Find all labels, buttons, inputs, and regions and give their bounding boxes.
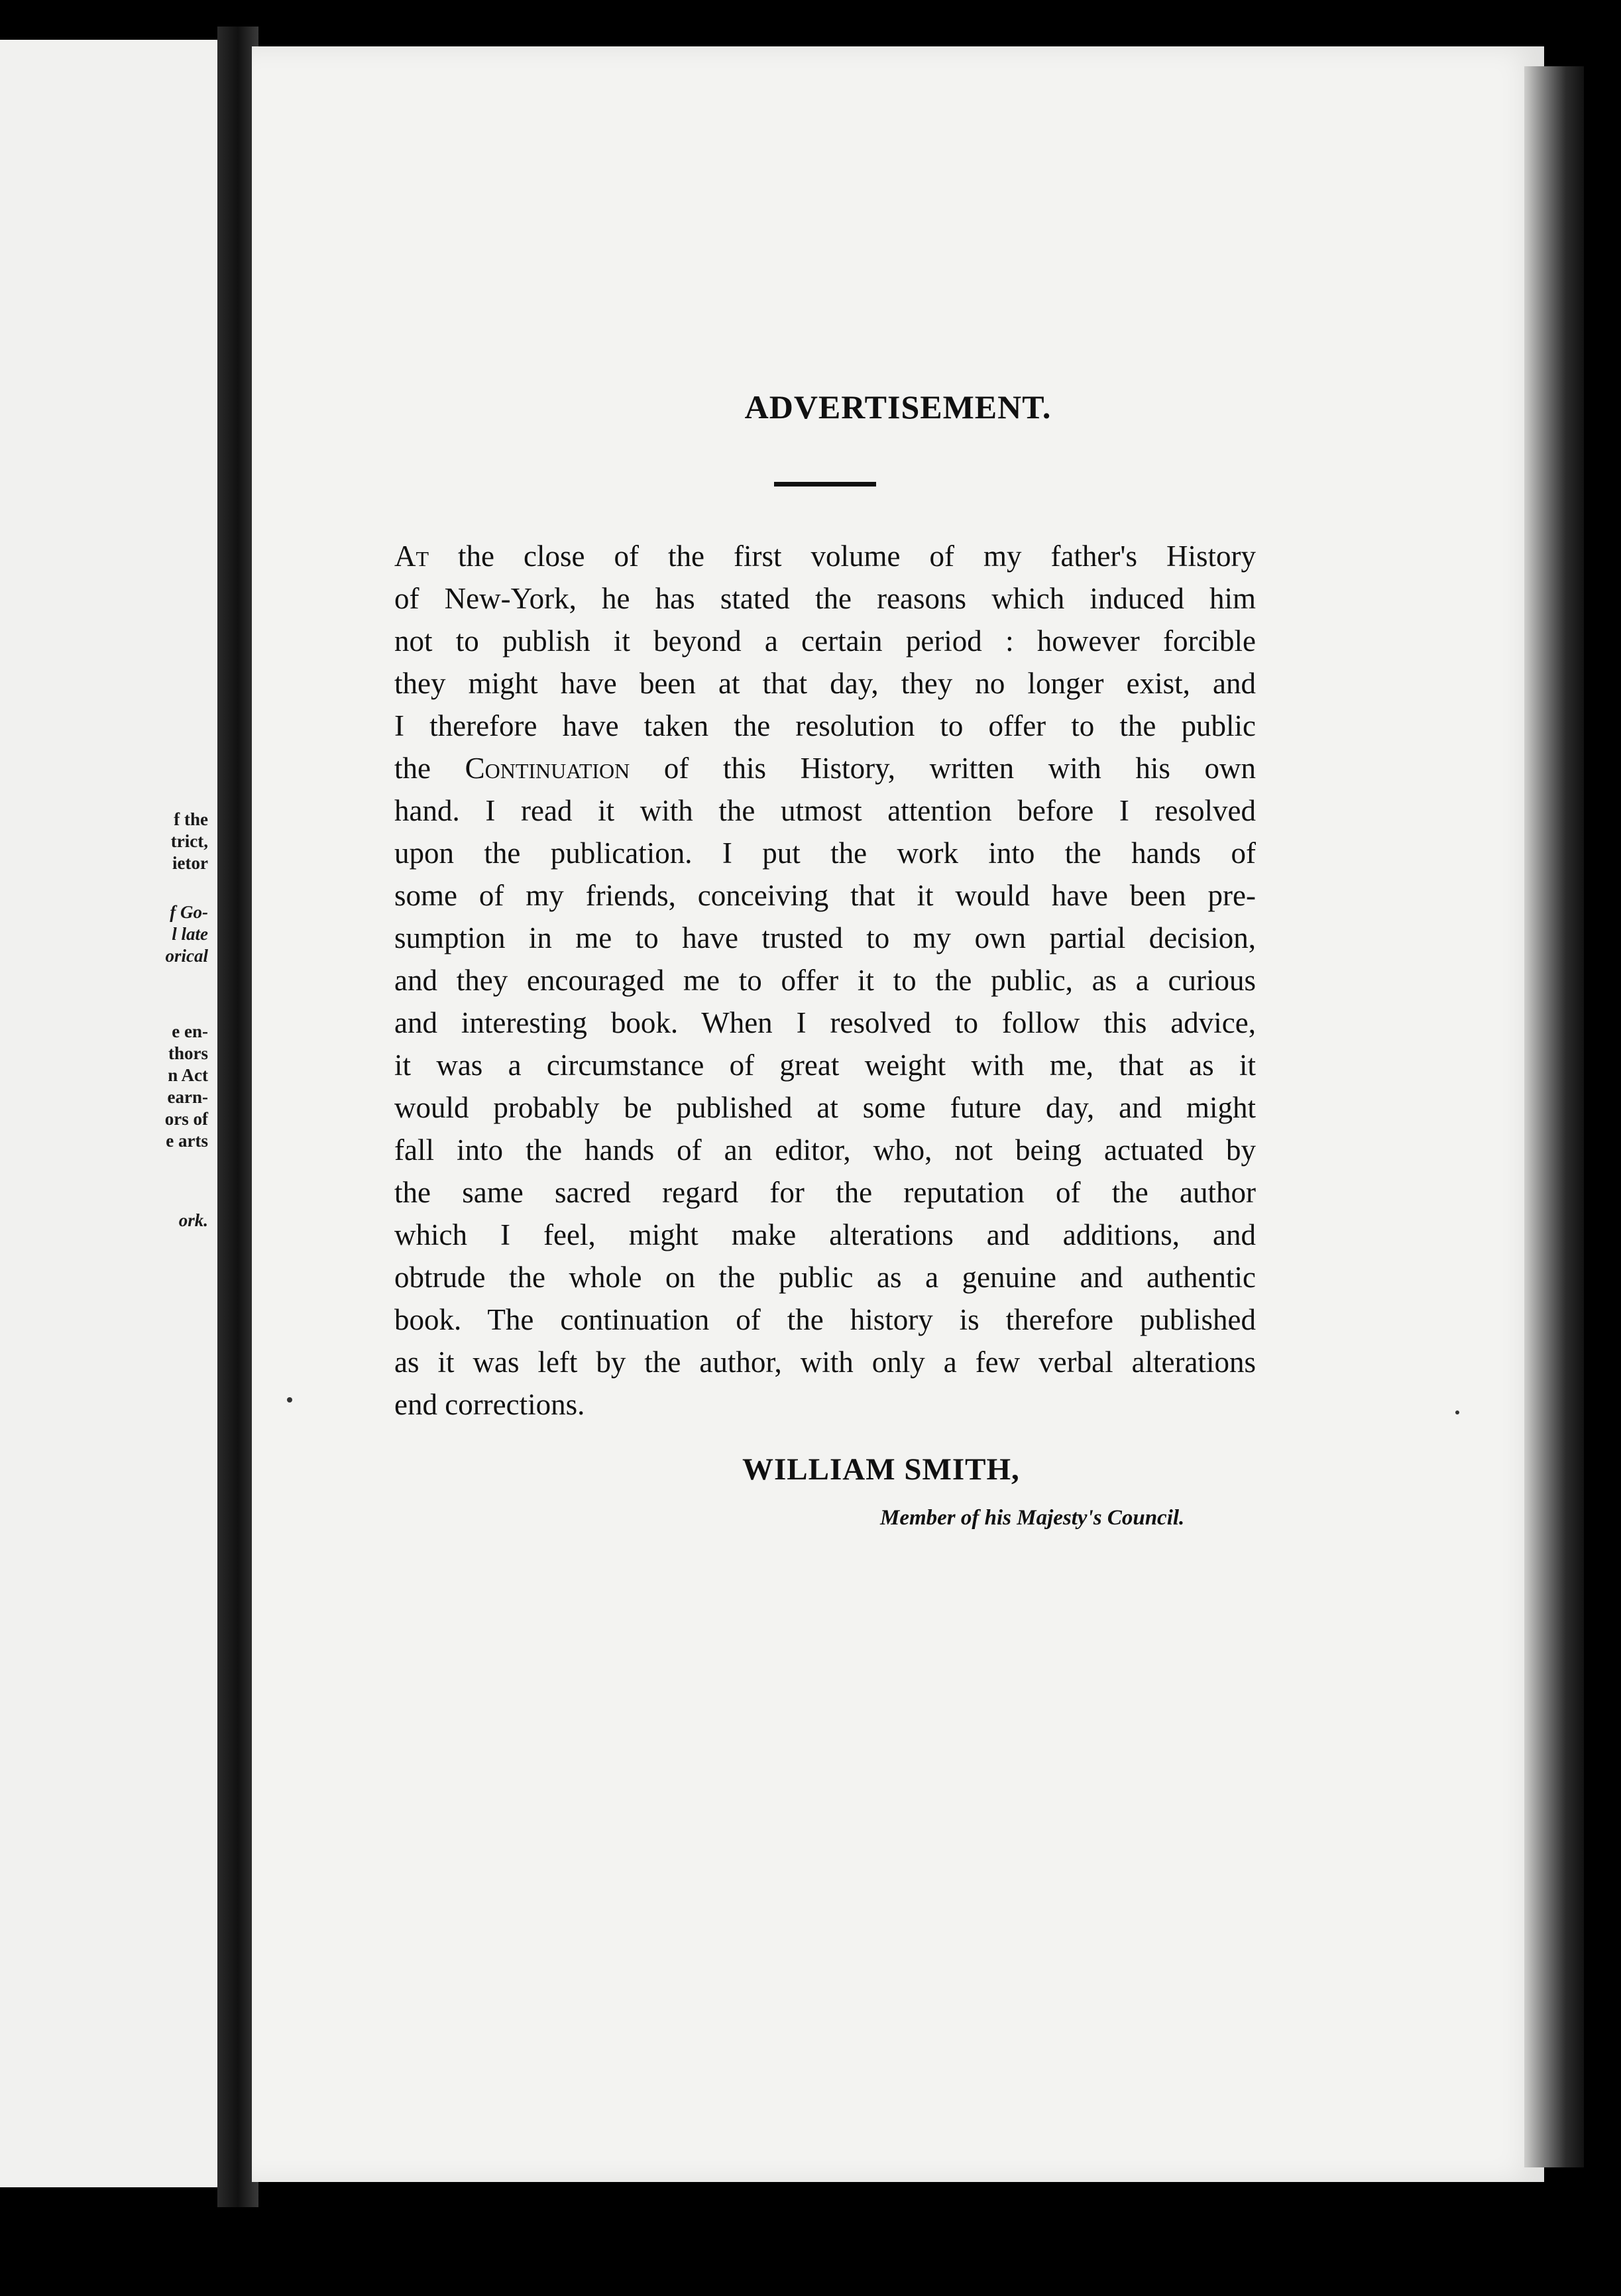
previous-page-line: f Go-: [170, 902, 208, 922]
body-line: [394, 662, 1256, 705]
body-line: [394, 1214, 1256, 1256]
drop-small-caps: At: [394, 540, 429, 573]
body-line-text: sumption in me to have trusted to my own partial decision,: [394, 921, 1256, 954]
body-line-text: some of my friends, conceiving that it would have been pre-: [394, 879, 1256, 912]
body-line-text: of New-York, he has stated the reasons which induced him: [394, 582, 1256, 615]
body-line-text: obtrude the whole on the public as a genuine and authentic: [394, 1261, 1256, 1294]
body-line: [394, 917, 1256, 959]
page-edge: [1524, 66, 1584, 2167]
body-line: [394, 535, 1256, 577]
previous-page-line: thors: [168, 1043, 208, 1063]
body-line-text: as it was left by the author, with only a few verbal alterations: [394, 1346, 1256, 1379]
body-line-text: I therefore have taken the resolution to offer to the public: [394, 709, 1256, 742]
signature-name: WILLIAM SMITH,: [742, 1452, 1020, 1487]
body-line-text: and they encouraged me to offer it to the public, as a curious: [394, 964, 1256, 997]
paper-speck: [1455, 1410, 1459, 1414]
body-line: [394, 1171, 1256, 1214]
body-line-text: would probably be published at some future day, and might: [394, 1091, 1256, 1124]
paper-speck: [287, 1397, 292, 1403]
body-line-text: it was a circumstance of great weight with me, that as it: [394, 1049, 1256, 1082]
body-line-text: hand. I read it with the utmost attention before I resolved: [394, 794, 1256, 827]
body-line-text: upon the publication. I put the work into the hands of: [394, 836, 1256, 870]
previous-page-line: e en-: [172, 1021, 208, 1041]
body-line: [394, 577, 1256, 620]
body-line: [394, 1086, 1256, 1129]
previous-page-line: orical: [165, 946, 208, 966]
previous-page-line: earn-: [167, 1087, 208, 1107]
advertisement-body: [394, 535, 1256, 1426]
small-caps-word: Continuation: [465, 752, 630, 785]
signature-title: Member of his Majesty's Council.: [880, 1506, 1185, 1530]
previous-page-line: f the: [174, 809, 208, 829]
body-line: [394, 705, 1256, 747]
body-line-text: book. The continuation of the history is therefore published: [394, 1303, 1256, 1336]
previous-page-line: ietor: [172, 853, 208, 873]
previous-page-line: n Act: [168, 1065, 208, 1085]
page-heading: ADVERTISEMENT.: [744, 388, 1052, 426]
body-line: [394, 1256, 1256, 1298]
body-line-text: of this History, written with his own: [630, 752, 1256, 785]
heading-rule: [774, 482, 876, 487]
body-line: [394, 1383, 1256, 1426]
previous-page-fragment: [0, 40, 217, 2187]
previous-page-line: ork.: [178, 1210, 208, 1230]
body-line-text: fall into the hands of an editor, who, not being actuated by: [394, 1133, 1256, 1167]
body-line-text: they might have been at that day, they no longer exist, and: [394, 667, 1256, 700]
body-line: [394, 832, 1256, 874]
previous-page-line: l late: [172, 924, 208, 944]
body-line-prefix: the: [394, 752, 465, 785]
body-line: [394, 1129, 1256, 1171]
body-line: [394, 1044, 1256, 1086]
previous-page-line: trict,: [170, 831, 208, 851]
body-line-text: and interesting book. When I resolved to follow this advice,: [394, 1006, 1256, 1039]
body-line: [394, 1341, 1256, 1383]
body-line: [394, 959, 1256, 1002]
body-line: [394, 789, 1256, 832]
body-line: [394, 1298, 1256, 1341]
body-line-text: which I feel, might make alterations and additions, and: [394, 1218, 1256, 1251]
body-line-text: not to publish it beyond a certain period : however forcible: [394, 624, 1256, 658]
previous-page-line: e arts: [166, 1131, 208, 1151]
body-line: [394, 1002, 1256, 1044]
body-line-text: the same sacred regard for the reputation of the author: [394, 1176, 1256, 1209]
body-line-text: end corrections.: [394, 1388, 585, 1421]
body-line-text: the close of the first volume of my father's History: [429, 540, 1256, 573]
previous-page-line: ors of: [164, 1109, 208, 1129]
body-line: [394, 874, 1256, 917]
body-line: [394, 747, 1256, 789]
body-line: [394, 620, 1256, 662]
